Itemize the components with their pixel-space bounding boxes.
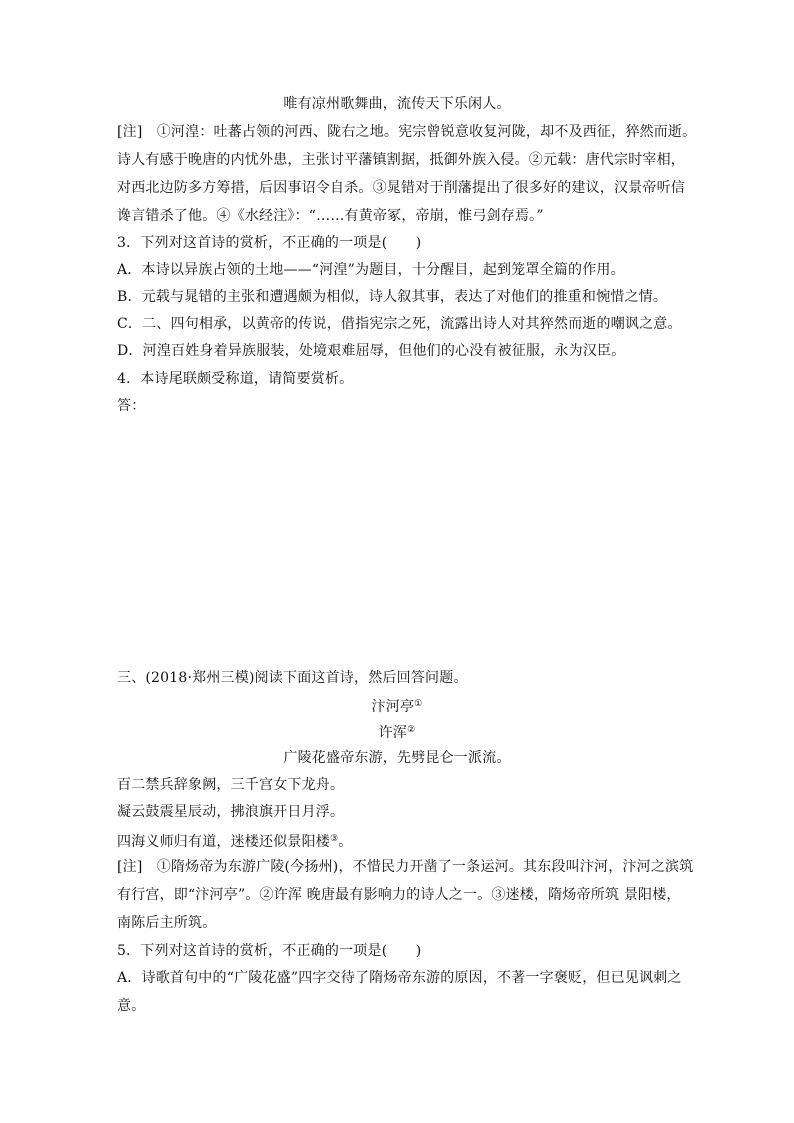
poem2-line-4	[117, 829, 352, 852]
question-5-option-a-line-2: 意。	[117, 998, 146, 1014]
poem1-last-line: 唯有凉州歌舞曲，流传天下乐闲人。	[283, 96, 511, 112]
poem2-title	[117, 694, 677, 717]
poem2-line-3: 凝云鼓震星辰动，拂浪旗开日月浮。	[117, 804, 345, 820]
poem2-title-footnote-mark: ①	[414, 699, 423, 709]
question-3-option-d: D．河湟百姓身着异族服装，处境艰难屈辱，但他们的心没有被征服，永为汉臣。	[117, 343, 626, 359]
question-5-stem: 5．下列对这首诗的赏析，不正确的一项是( )	[117, 943, 422, 959]
poem2-line-4-text: 四海义师归有道，迷楼还似景阳楼	[117, 834, 330, 850]
answer-label: 答：	[117, 398, 146, 414]
question-3-option-b: B．元载与晁错的主张和遭遇颇为相似，诗人叙其事，表达了对他们的推重和惋惜之情。	[117, 289, 668, 305]
notes1-line-3: 对西北边防多方筹措，后因事诏令自杀。③晁错对于削藩提出了很多好的建议，汉景帝听信	[117, 180, 685, 196]
poem2-line-4-end: 。	[338, 834, 353, 850]
question-3-stem: 3．下列对这首诗的赏析，不正确的一项是( )	[117, 235, 422, 251]
notes1-line-2: 诗人有感于晚唐的内忧外患，主张讨平藩镇割据，抵御外族入侵。②元载：唐代宗时宰相，	[117, 152, 685, 168]
poem2-title-text: 汴河亭	[371, 699, 415, 715]
question-3-option-a: A．本诗以异族占领的土地——“河湟”为题目，十分醒目，起到笼罩全篇的作用。	[117, 262, 625, 278]
notes2-line-1: [注] ①隋炀帝为东游广陵(今扬州)，不惜民力开凿了一条运河。其东段叫汴河，汴河之滨筑	[117, 859, 694, 875]
notes1-line-4: 谗言错杀了他。④《水经注》：“……有黄帝冢，帝崩，惟弓剑存焉。”	[117, 208, 544, 224]
poem2-author-footnote-mark: ②	[407, 725, 416, 735]
question-5-option-a-line-1: A．诗歌首句中的“广陵花盛”四字交待了隋炀帝东游的原因，不著一字褒贬，但已见讽刺之	[117, 970, 682, 986]
poem2-line-2: 百二禁兵辞象阙，三千宫女下龙舟。	[117, 777, 345, 793]
notes2-line-3: 南陈后主所筑。	[117, 915, 217, 931]
poem2-line-1: 广陵花盛帝东游，先劈昆仑一派流。	[283, 750, 511, 766]
notes1-line-1: [注] ①河湟：吐蕃占领的河西、陇右之地。宪宗曾锐意收复河陇，却不及西征，猝然而逝。	[117, 124, 697, 140]
poem2-line-4-footnote-mark: ③	[330, 834, 339, 844]
section-3-heading: 三、(2018·郑州三模)阅读下面这首诗，然后回答问题。	[117, 670, 468, 686]
question-4-stem: 4．本诗尾联颇受称道，请简要赏析。	[117, 371, 354, 387]
poem2-author-text: 许浑	[378, 725, 408, 741]
question-3-option-c: C．二、四句相承，以黄帝的传说，借指宪宗之死，流露出诗人对其猝然而逝的嘲讽之意。	[117, 316, 682, 332]
notes2-line-2: 有行宫，即“汴河亭”。②许浑 晚唐最有影响力的诗人之一。③迷楼，隋炀帝所筑 景阳楼，	[117, 887, 681, 903]
poem2-author	[117, 720, 677, 743]
